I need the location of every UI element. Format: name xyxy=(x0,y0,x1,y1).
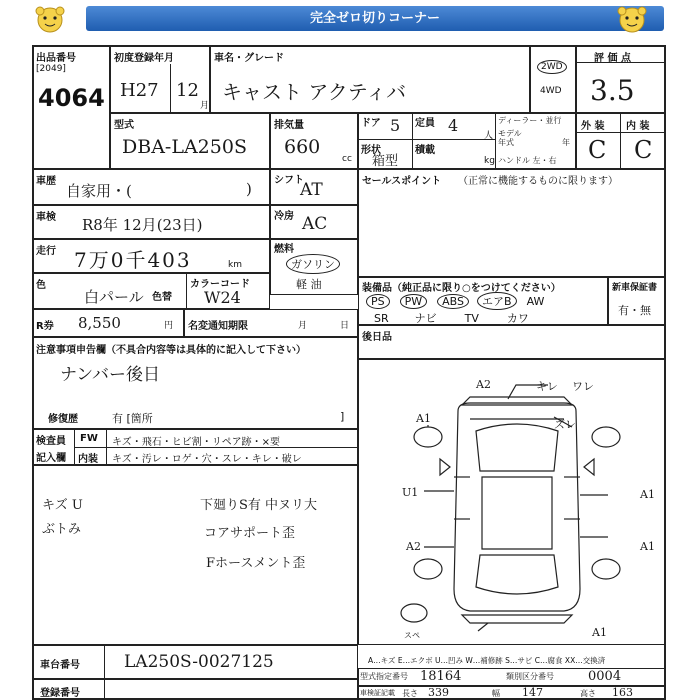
grade-exterior: C xyxy=(588,136,607,164)
grade-interior-label: 内 装 xyxy=(626,121,650,132)
repair-label: 修復歴 xyxy=(48,414,78,425)
equipment-row-2 xyxy=(374,310,614,326)
body-shape-label: 形状 xyxy=(361,145,381,156)
inspection-value: R8年 12月(23日) xyxy=(82,216,203,234)
model-year-label2: 年式 xyxy=(498,138,514,147)
model-year-label1: モデル xyxy=(498,129,522,138)
sales-point-label: セールスポイント xyxy=(362,176,442,187)
ac-label: 冷房 xyxy=(274,211,294,222)
equip-leather: カワ xyxy=(506,312,529,325)
diagram-mark-u1-left: U1 xyxy=(402,486,419,499)
inspector-interior: 内装 xyxy=(78,454,98,465)
drive-2wd: 2WD xyxy=(537,60,567,74)
car-name-label: 車名・グレード xyxy=(214,53,284,64)
diagram-spare-label: スペ xyxy=(404,631,420,640)
grade-interior: C xyxy=(634,136,653,164)
model-value: DBA-LA250S xyxy=(122,136,247,158)
comment-area xyxy=(32,465,358,645)
shift-label: シフト xyxy=(274,175,304,186)
inspector-row-1: キズ・飛石・ヒビ割・リペア跡・×要 xyxy=(112,437,280,448)
equip-aw: AW xyxy=(526,295,545,308)
mileage-value: 7万0千403 xyxy=(74,248,192,272)
diagram-mark-a1-right-1: A1 xyxy=(640,488,655,501)
displacement-value: 660 xyxy=(284,136,321,158)
color-change-label: 色替 xyxy=(152,292,172,303)
ac-value: AC xyxy=(302,214,328,234)
capacity-unit: 人 xyxy=(484,131,494,141)
lot-sub: [2049] xyxy=(36,64,66,74)
equip-ps: PS xyxy=(366,294,390,309)
inspector-label-1: 検査員 xyxy=(36,436,66,447)
notes-value: ナンバー後日 xyxy=(60,365,160,385)
capacity-label: 定員 xyxy=(415,118,435,129)
class-label: 類別区分番号 xyxy=(506,672,554,681)
name-change-month: 月 xyxy=(298,321,308,331)
load-unit: kg xyxy=(484,156,495,166)
width-label: 幅 xyxy=(492,689,500,698)
later-items-box xyxy=(358,325,666,359)
model-label: 型式 xyxy=(114,120,134,131)
score-label: 評 価 点 xyxy=(594,53,631,64)
dimensions-label: 車検証記載 xyxy=(360,689,395,697)
displacement-unit: cc xyxy=(342,154,352,164)
diagram-mark-zure: ズレ xyxy=(554,418,576,431)
height-value: 163 xyxy=(612,686,633,699)
doors-label: ドア xyxy=(361,118,381,129)
car-damage-diagram xyxy=(358,359,666,645)
history-label: 車歴 xyxy=(36,176,56,187)
color-label: 色 xyxy=(36,280,46,291)
diagram-mark-a2-left: A2 xyxy=(406,540,421,553)
drive-box xyxy=(530,45,576,113)
fuel-label: 燃料 xyxy=(274,244,294,255)
equip-sr: SR xyxy=(374,312,389,325)
bear-mascot-icon xyxy=(30,4,70,36)
handle-label: ハンドル 左・右 xyxy=(498,156,557,165)
warranty-value: 有・無 xyxy=(618,304,651,317)
inspector-fw: FW xyxy=(80,433,98,444)
comment-right-3: Fホースメント歪 xyxy=(206,556,306,571)
first-reg-month: 12 xyxy=(176,80,199,101)
later-items-label: 後日品 xyxy=(362,332,392,343)
equip-tv: TV xyxy=(464,312,479,325)
class-value: 0004 xyxy=(588,669,622,684)
capacity-value: 4 xyxy=(448,116,459,135)
sales-point-note: （正常に機能するものに限ります） xyxy=(458,176,618,187)
load-label: 積載 xyxy=(415,145,435,156)
model-year-unit: 年 xyxy=(562,138,570,147)
equip-navi: ナビ xyxy=(414,312,437,325)
mascot-right xyxy=(612,4,652,36)
bear-mascot-icon xyxy=(612,4,652,36)
chassis-value: LA250S-0027125 xyxy=(124,652,274,672)
recycle-label: R券 xyxy=(36,321,54,332)
notes-label: 注意事項申告欄（不具合内容等は具体的に記入して下さい） xyxy=(36,345,306,356)
history-value: 自家用・( xyxy=(66,182,132,200)
grade-exterior-label: 外 装 xyxy=(581,121,605,132)
inspection-label: 車検 xyxy=(36,212,56,223)
type-designation-label: 型式指定番号 xyxy=(360,672,408,681)
equipment-label: 装備品（純正品に限り○をつけてください） xyxy=(362,283,561,294)
equip-pw: PW xyxy=(400,294,428,309)
inspector-label-2: 記入欄 xyxy=(36,453,66,464)
registration-row xyxy=(32,679,358,700)
repair-value: 有 [箇所 xyxy=(112,412,153,425)
width-value: 147 xyxy=(522,686,543,699)
diagram-mark-kire: キレ xyxy=(536,380,558,393)
history-close: ) xyxy=(246,180,252,198)
diagram-mark-a1-bottom: A1 xyxy=(592,626,607,639)
equip-airbag: エアB xyxy=(477,292,517,310)
first-reg-month-unit: 月 xyxy=(200,101,210,111)
color-value: 白パール xyxy=(84,288,144,306)
mileage-label: 走行 xyxy=(36,246,56,257)
mileage-unit: km xyxy=(228,260,242,270)
comment-right-1: 下廻りS有 中ヌリ大 xyxy=(200,498,318,513)
type-designation-value: 18164 xyxy=(420,669,462,684)
banner-title: 完全ゼロ切りコーナー xyxy=(86,6,664,31)
comment-right-2: コアサポート歪 xyxy=(204,526,296,541)
legend: A…キズ E…エクボ U…凹み W…補修跡 S…サビ C…腐食 XX…交換済 xyxy=(368,656,606,665)
color-code: W24 xyxy=(204,288,241,307)
comment-left-1: キズ U xyxy=(42,498,83,513)
diagram-mark-a2-top: A2 xyxy=(476,378,491,391)
name-change-day: 日 xyxy=(340,321,350,331)
first-reg-era-year: H27 xyxy=(120,80,159,101)
color-code-label: カラーコード xyxy=(190,279,250,290)
warranty-label: 新車保証書 xyxy=(612,283,658,293)
mascot-left xyxy=(30,4,70,36)
height-label: 高さ xyxy=(580,689,596,698)
diagram-mark-a1-right-2: A1 xyxy=(640,540,655,553)
diagram-mark-a1-left-top: A1 xyxy=(416,412,431,425)
diagram-mark-ware: ワレ xyxy=(572,380,594,393)
chassis-label: 車台番号 xyxy=(40,660,80,671)
drive-4wd: 4WD xyxy=(540,86,562,96)
shift-value: AT xyxy=(300,180,323,200)
length-label: 長さ xyxy=(402,689,418,698)
name-change-label: 名変通知期限 xyxy=(188,321,248,332)
fuel-value: ガソリン xyxy=(286,254,340,274)
equipment-row-1 xyxy=(366,292,606,310)
inspector-row-2: キズ・汚レ・ロゲ・穴・スレ・キレ・破レ xyxy=(112,454,302,465)
fuel-option: 軽 油 xyxy=(296,278,322,291)
equip-abs: ABS xyxy=(437,294,469,309)
length-value: 339 xyxy=(428,686,449,699)
lot-label: 出品番号 xyxy=(36,53,76,64)
displacement-label: 排気量 xyxy=(274,120,304,131)
doors-value: 5 xyxy=(390,116,401,135)
body-shape-value: 箱型 xyxy=(372,154,399,169)
recycle-unit: 円 xyxy=(164,321,174,331)
dealer-label: ディーラー・並行 xyxy=(498,116,562,125)
recycle-value: 8,550 xyxy=(78,314,121,332)
lot-number: 4064 xyxy=(38,84,105,112)
registration-label: 登録番号 xyxy=(40,688,80,699)
comment-left-2: ぶトみ xyxy=(42,522,82,537)
repair-close: ] xyxy=(340,410,345,423)
car-name-value: キャスト アクティバ xyxy=(222,80,407,104)
first-reg-label: 初度登録年月 xyxy=(114,53,174,64)
score-value: 3.5 xyxy=(590,74,635,107)
